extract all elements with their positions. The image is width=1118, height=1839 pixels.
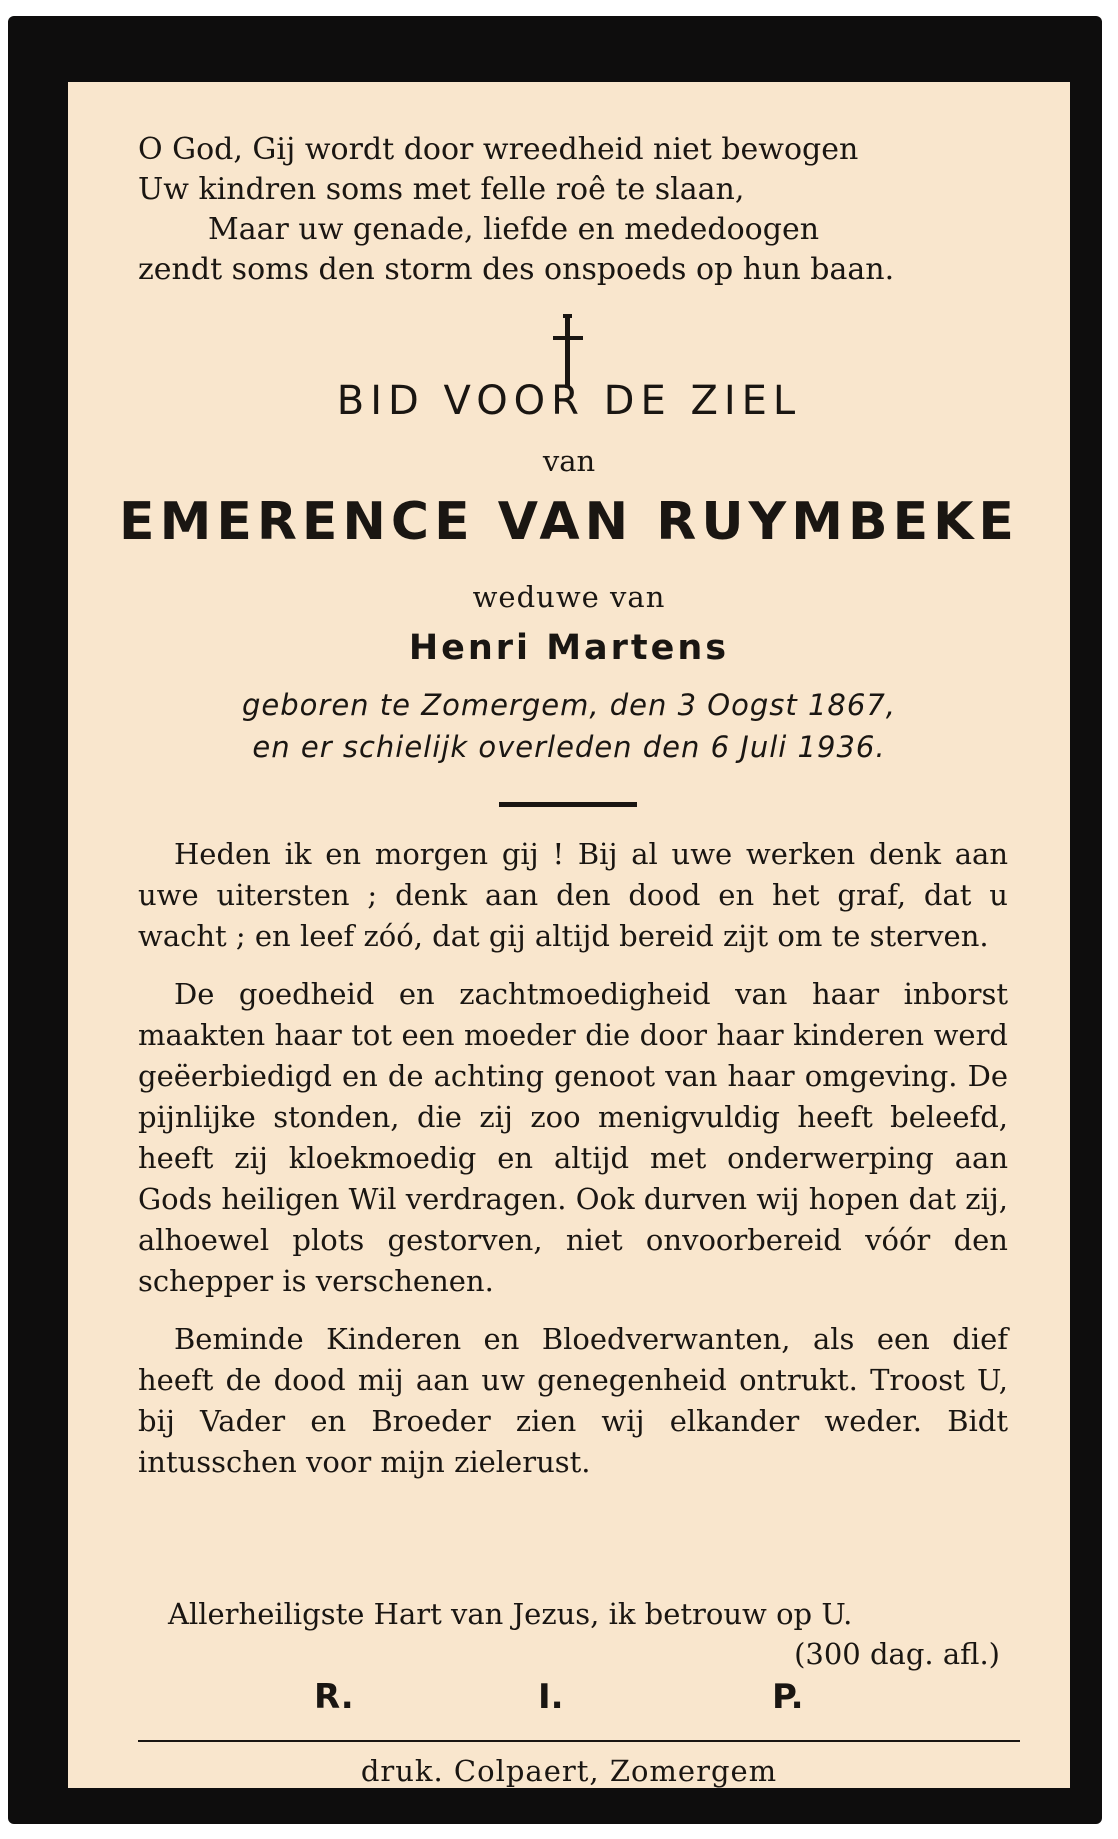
- rip-letter: R.: [314, 1677, 354, 1717]
- rip-line: [68, 1677, 1070, 1727]
- memorial-card: [68, 82, 1070, 1788]
- printer-credit: druk. Colpaert, Zomergem: [360, 1754, 778, 1788]
- footer-divider: [138, 1740, 1020, 1742]
- death-line: en er schielijk overleden den 6 Juli 1936.: [252, 730, 886, 764]
- deceased-name: EMERENCE VAN RUYMBEKE: [119, 492, 1019, 552]
- birth-line: geboren te Zomergem, den 3 Oogst 1867,: [242, 688, 896, 722]
- memorial-card-border: [8, 16, 1102, 1824]
- meditation-text: [138, 834, 1008, 1500]
- divider: [499, 802, 637, 807]
- closing-prayer: Allerheiligste Hart van Jezus, ik betrouw op U.: [168, 1597, 853, 1631]
- poem-line: O God, Gij wordt door wreedheid niet bewogen: [138, 132, 859, 167]
- paragraph: Heden ik en morgen gij ! Bij al uwe werken denk aan uwe uitersten ; denk aan den dood en het graf, dat u wacht ; en leef zóó, dat gij altijd bereid zijt om te sterven.: [138, 837, 1008, 953]
- husband-name: Henri Martens: [408, 628, 730, 668]
- life-dates: [68, 684, 1070, 768]
- poem-line: Maar uw genade, liefde en mededoogen: [208, 212, 820, 247]
- poem-line: Uw kindren soms met felle roê te slaan,: [138, 172, 745, 207]
- poem-line: zendt soms den storm des onspoeds op hun baan.: [138, 252, 895, 287]
- heading-pray-for-soul: BID VOOR DE ZIEL: [336, 378, 802, 424]
- indulgence-note: (300 dag. afl.): [794, 1637, 1000, 1671]
- paragraph: Beminde Kinderen en Bloedverwanten, als een dief heeft de dood mij aan uw genegenheid ontrukt. Troost U, bij Vader en Broeder zien wij elkander weder. Bidt intusschen voor mijn zielerust.: [138, 1322, 1008, 1479]
- rip-letter: I.: [538, 1677, 564, 1717]
- opening-poem: [138, 130, 1018, 290]
- rip-letter: P.: [772, 1677, 804, 1717]
- widow-of-label: weduwe van: [472, 580, 666, 614]
- van-label: van: [542, 444, 596, 478]
- paragraph: De goedheid en zachtmoedigheid van haar inborst maakten haar tot een moeder die door haar kinderen werd geëerbiedigd en de achting genoot van haar omgeving. De pijnlijke stonden, die zij zoo menigvuldig heeft beleefd, heeft zij kloekmoedig en altijd met onderwerping aan Gods heiligen Wil verdragen. Ook durven wij hopen dat zij, alhoewel plots gestorven, niet onvoorbereid vóór den schepper is verschenen.: [138, 977, 1008, 1298]
